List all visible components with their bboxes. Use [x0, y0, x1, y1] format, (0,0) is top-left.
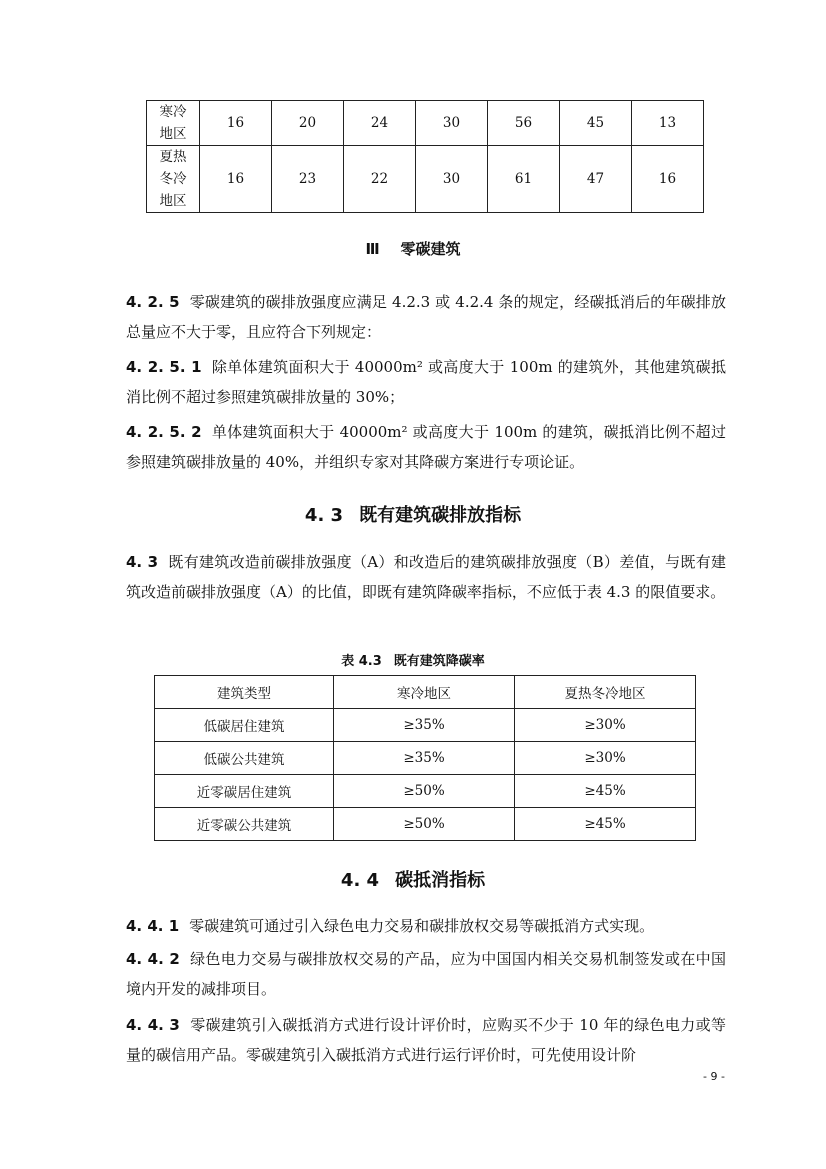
value-cell: 16 [200, 101, 272, 146]
value-cell: 22 [344, 146, 416, 213]
table-cell: 近零碳公共建筑 [155, 808, 334, 841]
region-line: 寒冷 [159, 104, 187, 120]
table-cell: ≥45% [515, 808, 696, 841]
table-row [155, 742, 696, 775]
clause-number: 4. 4. 1 [126, 917, 180, 935]
region-line: 夏热 [159, 149, 187, 165]
value-cell: 23 [272, 146, 344, 213]
value-cell: 24 [344, 101, 416, 146]
table-cell: 低碳公共建筑 [155, 742, 334, 775]
subsection-heading [0, 238, 826, 259]
value-cell: 56 [488, 101, 560, 146]
clause-4-2-5 [126, 287, 726, 347]
clause-text: 既有建筑改造前碳排放强度（A）和改造后的建筑碳排放强度（B）差值，与既有建筑改造前碳排放强度（A）的比值，即既有建筑降碳率指标，不应低于表 4.3 的限值要求。 [126, 553, 726, 601]
clause-4-3 [126, 547, 726, 607]
clause-number: 4. 2. 5 [126, 293, 180, 311]
clause-text: 零碳建筑的碳排放强度应满足 4.2.3 或 4.2.4 条的规定，经碳抵消后的年碳排放总量应不大于零，且应符合下列规定： [126, 293, 726, 341]
value-cell: 13 [632, 101, 704, 146]
caption-title: 既有建筑降碳率 [393, 654, 485, 669]
page-number: - 9 - [703, 1070, 725, 1083]
clause-4-2-5-2 [126, 417, 726, 477]
value-cell: 20 [272, 101, 344, 146]
section-number: 4. 4 [340, 870, 380, 891]
value-cell: 61 [488, 146, 560, 213]
subsection-title: 零碳建筑 [400, 240, 461, 258]
clause-4-2-5-1 [126, 352, 726, 412]
table-cell: ≥35% [334, 709, 515, 742]
value-cell: 30 [416, 101, 488, 146]
region-cell [147, 146, 200, 213]
table-row [147, 101, 704, 146]
value-cell: 16 [632, 146, 704, 213]
table-cell: ≥35% [334, 742, 515, 775]
column-header: 夏热冬冷地区 [515, 676, 696, 709]
section-heading-4-4 [0, 866, 826, 892]
emission-table-continued [146, 100, 704, 213]
clause-text: 除单体建筑面积大于 40000m² 或高度大于 100m 的建筑外，其他建筑碳抵消比例不超过参照建筑碳排放量的 30%； [126, 358, 726, 406]
table-cell: ≥30% [515, 742, 696, 775]
region-cell [147, 101, 200, 146]
caption-number: 表 4.3 [341, 654, 382, 669]
table-cell: ≥50% [334, 775, 515, 808]
clause-text: 零碳建筑引入碳抵消方式进行设计评价时，应购买不少于 10 年的绿色电力或等量的碳信用产品。零碳建筑引入碳抵消方式进行运行评价时，可先使用设计阶 [126, 1016, 726, 1064]
column-header: 寒冷地区 [334, 676, 515, 709]
clause-number: 4. 2. 5. 1 [126, 358, 202, 376]
section-title: 碳抵消指标 [395, 870, 486, 891]
clause-number: 4. 3 [126, 553, 159, 571]
clause-4-4-2 [126, 944, 726, 1004]
clause-text: 零碳建筑可通过引入绿色电力交易和碳排放权交易等碳抵消方式实现。 [189, 917, 655, 935]
table-header-row [155, 676, 696, 709]
clause-number: 4. 2. 5. 2 [126, 423, 202, 441]
region-line: 冬冷 [159, 171, 187, 187]
column-header: 建筑类型 [155, 676, 334, 709]
table-row [155, 808, 696, 841]
value-cell: 16 [200, 146, 272, 213]
table-cell: ≥30% [515, 709, 696, 742]
clause-4-4-3 [126, 1010, 726, 1070]
section-number: 4. 3 [304, 505, 344, 526]
value-cell: 45 [560, 101, 632, 146]
clause-text: 单体建筑面积大于 40000m² 或高度大于 100m 的建筑，碳抵消比例不超过参照建筑碳排放量的 40%，并组织专家对其降碳方案进行专项论证。 [126, 423, 726, 471]
section-title: 既有建筑碳排放指标 [359, 505, 522, 526]
table-cell: 低碳居住建筑 [155, 709, 334, 742]
reduction-rate-table [154, 675, 696, 841]
clause-number: 4. 4. 2 [126, 950, 180, 968]
table-caption [0, 650, 826, 669]
table-cell: ≥45% [515, 775, 696, 808]
region-line: 地区 [159, 126, 187, 142]
region-line: 地区 [159, 193, 187, 209]
clause-4-4-1 [126, 911, 726, 941]
section-heading-4-3 [0, 501, 826, 527]
table-cell: ≥50% [334, 808, 515, 841]
value-cell: 30 [416, 146, 488, 213]
clause-text: 绿色电力交易与碳排放权交易的产品，应为中国国内相关交易机制签发或在中国境内开发的减排项目。 [126, 950, 726, 998]
table-row [155, 709, 696, 742]
subsection-numeral: Ⅲ [365, 240, 380, 258]
table-row [155, 775, 696, 808]
clause-number: 4. 4. 3 [126, 1016, 180, 1034]
table-row [147, 146, 704, 213]
table-cell: 近零碳居住建筑 [155, 775, 334, 808]
value-cell: 47 [560, 146, 632, 213]
